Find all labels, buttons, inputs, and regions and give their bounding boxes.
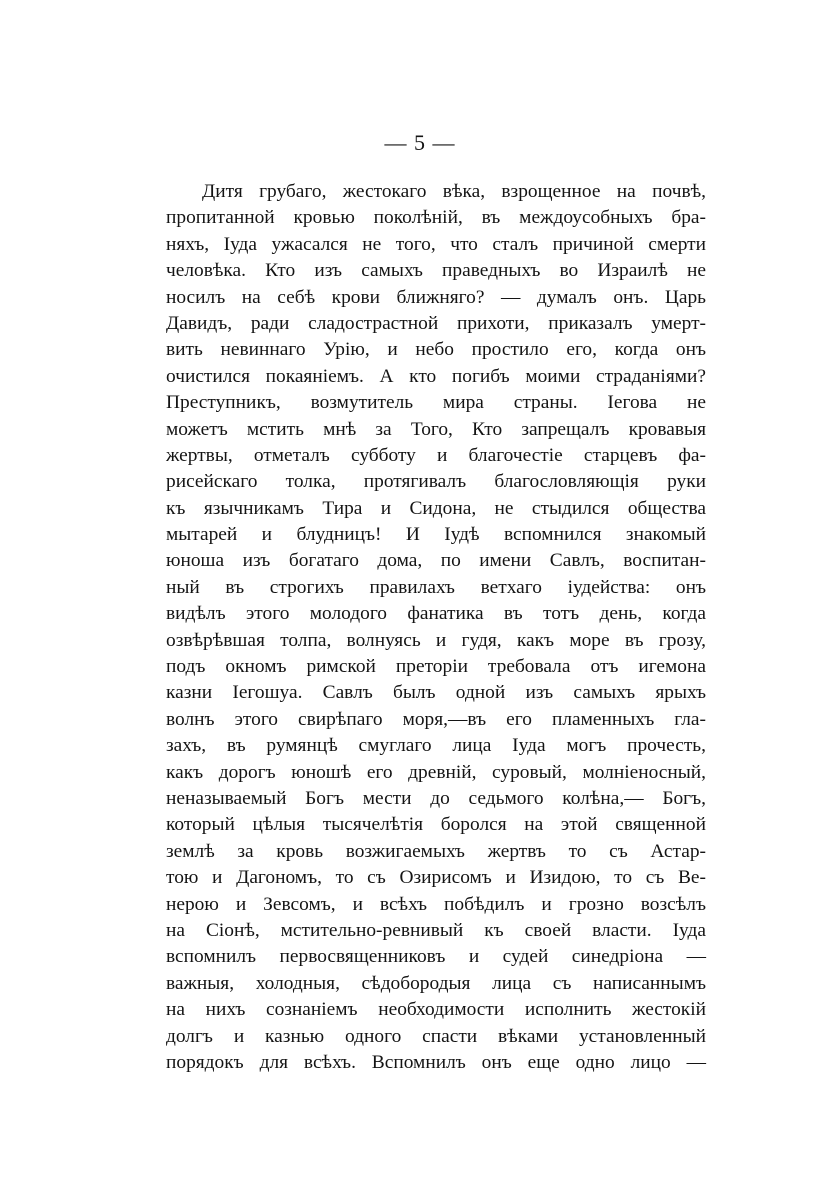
text-line: видѣлъ этого молодого фанатика въ тотъ день, когда: [166, 603, 706, 625]
text-line: къ язычникамъ Тира и Сидона, не стыдился общества: [166, 497, 706, 519]
text-line: озвѣрѣвшая толпа, волнуясь и гудя, какъ море въ грозу,: [166, 629, 706, 651]
text-line: волнъ этого свирѣпаго моря,—въ его пламенныхъ гла-: [166, 708, 706, 730]
body-text: [166, 179, 706, 1076]
text-line: человѣка. Кто изъ самыхъ праведныхъ во Израилѣ не: [166, 260, 706, 282]
text-line: очистился покаяніемъ. А кто погибъ моими страданіями?: [166, 365, 706, 387]
text-line: какъ дорогъ юношѣ его древній, суровый, молніеносный,: [166, 761, 706, 783]
text-line: землѣ за кровь возжигаемыхъ жертвъ то съ Астар-: [166, 840, 706, 862]
text-line: долгъ и казнью одного спасти вѣками установленный: [166, 1025, 706, 1047]
text-line: который цѣлыя тысячелѣтія боролся на этой священной: [166, 814, 706, 836]
text-line: жертвы, отметалъ субботу и благочестіе старцевъ фа-: [166, 444, 706, 466]
text-line: на Сіонѣ, мстительно-ревнивый къ своей власти. Іуда: [166, 919, 706, 941]
page-number: — 5 —: [384, 130, 456, 155]
text-line: Давидъ, ради сладострастной прихоти, приказалъ умерт-: [166, 312, 706, 334]
text-line: ный въ строгихъ правилахъ ветхаго іудейства: онъ: [166, 576, 706, 598]
text-line: важныя, холодныя, сѣдобородыя лица съ написаннымъ: [166, 972, 706, 994]
text-line: нерою и Зевсомъ, и всѣхъ побѣдилъ и грозно возсѣлъ: [166, 893, 706, 915]
text-line: на нихъ сознаніемъ необходимости исполнить жестокій: [166, 999, 706, 1021]
text-line: Преступникъ, возмутитель мира страны. Іегова не: [166, 392, 706, 414]
text-line: тою и Дагономъ, то съ Озирисомъ и Изидою, то съ Ве-: [166, 867, 706, 889]
text-line: юноша изъ богатаго дома, по имени Савлъ, воспитан-: [166, 550, 706, 572]
text-line: мытарей и блудницъ! И Іудѣ вспомнился знакомый: [166, 524, 706, 546]
text-line: порядокъ для всѣхъ. Вспомнилъ онъ еще одно лицо —: [166, 1051, 706, 1073]
text-line: Дитя грубаго, жестокаго вѣка, взрощенное на почвѣ,: [202, 181, 706, 202]
text-line: неназываемый Богъ мести до седьмого колѣна,— Богъ,: [166, 787, 706, 809]
text-line: носилъ на себѣ крови ближняго? — думалъ онъ. Царь: [166, 286, 706, 308]
text-line: няхъ, Іуда ужасался не того, что сталъ причиной смерти: [166, 233, 706, 255]
text-line: пропитанной кровью поколѣній, въ междоусобныхъ бра-: [166, 207, 706, 229]
text-line: казни Іегошуа. Савлъ былъ одной изъ самыхъ ярыхъ: [166, 682, 706, 704]
text-line: вить невиннаго Урію, и небо простило его, когда онъ: [166, 339, 706, 361]
text-line: захъ, въ румянцѣ смуглаго лица Іуда могъ прочесть,: [166, 735, 706, 757]
text-line: можетъ мстить мнѣ за Того, Кто запрещалъ кровавыя: [166, 418, 706, 440]
text-line: рисейскаго толка, протягивалъ благословляющія руки: [166, 471, 706, 493]
text-line: вспомнилъ первосвященниковъ и судей синедріона —: [166, 946, 706, 968]
text-line: подъ окномъ римской преторіи требовала отъ игемона: [166, 656, 706, 678]
